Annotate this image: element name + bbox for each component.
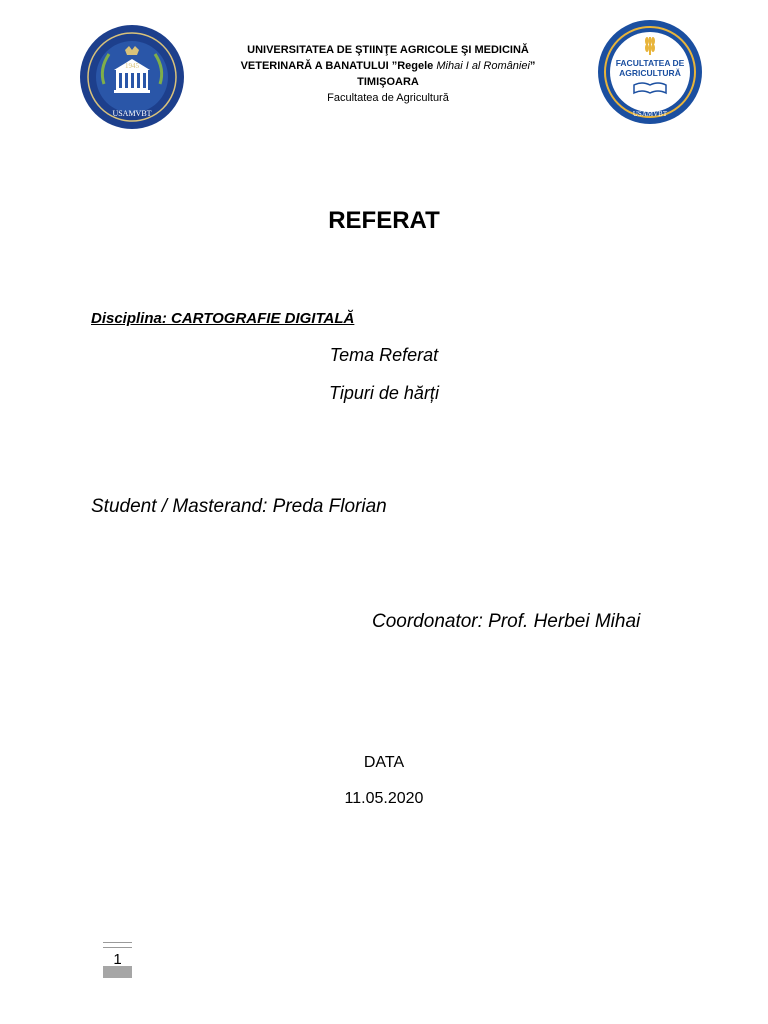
topic-heading: Tema Referat — [329, 345, 439, 365]
date-label: DATA — [363, 754, 405, 771]
svg-text:USAMVBT: USAMVBT — [632, 110, 668, 118]
coordinator-line: Coordonator: Prof. Herbei Mihai — [372, 611, 641, 632]
page-number-box — [103, 942, 132, 979]
topic-title: Tipuri de hărți — [329, 383, 439, 403]
header-line-2-suffix: ” — [529, 60, 536, 72]
header-line-2-prefix: VETERINARĂ A BANATULUI ”Regele — [240, 60, 437, 72]
svg-text:FACULTATEA DE: FACULTATEA DE — [615, 58, 685, 68]
svg-text:1945: 1945 — [125, 62, 139, 70]
header-line-4: Facultatea de Agricultură — [327, 92, 449, 104]
university-header — [200, 42, 576, 106]
svg-text:AGRICULTURĂ: AGRICULTURĂ — [619, 68, 681, 78]
header-line-3: TIMIŞOARA — [357, 76, 419, 88]
facultatea-agricultura-seal-icon — [597, 19, 703, 125]
header-line-2-italic: Mihai I al României — [436, 60, 530, 72]
page-number: 1 — [113, 951, 122, 968]
document-title: REFERAT — [328, 207, 440, 234]
usamvbt-seal-icon — [79, 24, 185, 130]
student-line: Student / Masterand: Preda Florian — [91, 496, 387, 517]
page-number-rule-bottom — [103, 947, 132, 948]
header-line-1: UNIVERSITATEA DE ŞTIINŢE AGRICOLE ŞI MEDICINĂ — [247, 44, 529, 56]
date-value: 11.05.2020 — [344, 790, 424, 807]
page-number-rule-top — [103, 942, 132, 943]
header-line-2 — [200, 58, 576, 74]
discipline-label: Disciplina: CARTOGRAFIE DIGITALĂ — [91, 310, 355, 327]
svg-text:USAMVBT: USAMVBT — [112, 109, 152, 118]
